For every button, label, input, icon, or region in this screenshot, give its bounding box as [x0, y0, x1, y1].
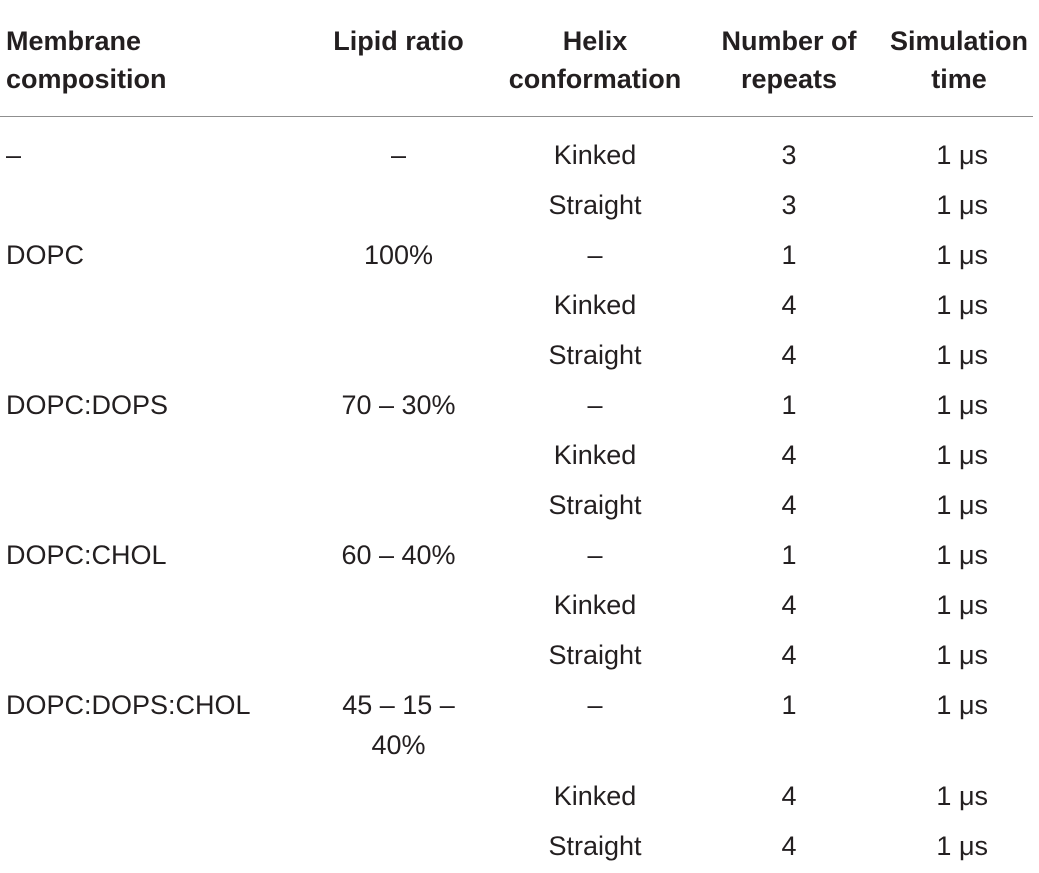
cell-helix-conformation: Straight [497, 823, 693, 873]
cell-simulation-time: 1 μs [885, 482, 1033, 532]
cell-membrane-composition [0, 182, 300, 232]
cell-membrane-composition [0, 332, 300, 382]
cell-simulation-time: 1 μs [885, 582, 1033, 632]
cell-number-of-repeats: 4 [693, 432, 885, 482]
table-row [0, 117, 1033, 183]
cell-simulation-time: 1 μs [885, 632, 1033, 682]
table-row [0, 823, 1033, 873]
table-row [0, 182, 1033, 232]
cell-membrane-composition: – [0, 117, 300, 183]
cell-membrane-composition [0, 432, 300, 482]
cell-number-of-repeats: 4 [693, 632, 885, 682]
cell-membrane-composition: DOPC:CHOL [0, 532, 300, 582]
cell-membrane-composition [0, 632, 300, 682]
cell-helix-conformation: Straight [497, 482, 693, 532]
cell-simulation-time: 1 μs [885, 823, 1033, 873]
cell-lipid-ratio: 60 – 40% [300, 532, 497, 582]
cell-simulation-time: 1 μs [885, 282, 1033, 332]
cell-helix-conformation: – [497, 382, 693, 432]
cell-helix-conformation: Kinked [497, 432, 693, 482]
cell-membrane-composition: DOPC:DOPS:CHOL [0, 682, 300, 773]
cell-simulation-time: 1 μs [885, 117, 1033, 183]
cell-helix-conformation: Straight [497, 332, 693, 382]
cell-lipid-ratio: – [300, 117, 497, 183]
cell-membrane-composition [0, 482, 300, 532]
cell-lipid-ratio [300, 632, 497, 682]
table-row [0, 332, 1033, 382]
cell-lipid-ratio [300, 432, 497, 482]
cell-helix-conformation: Kinked [497, 282, 693, 332]
cell-number-of-repeats: 4 [693, 282, 885, 332]
header-lipid-ratio: Lipid ratio [300, 0, 497, 117]
cell-lipid-ratio [300, 182, 497, 232]
cell-lipid-ratio [300, 332, 497, 382]
cell-number-of-repeats: 4 [693, 332, 885, 382]
table-row [0, 382, 1033, 432]
table-row [0, 773, 1033, 823]
header-number-of-repeats: Number of repeats [693, 0, 885, 117]
table-row [0, 482, 1033, 532]
cell-simulation-time: 1 μs [885, 232, 1033, 282]
cell-membrane-composition [0, 823, 300, 873]
cell-simulation-time: 1 μs [885, 532, 1033, 582]
cell-helix-conformation: – [497, 682, 693, 773]
cell-lipid-ratio [300, 482, 497, 532]
header-simulation-time: Simulation time [885, 0, 1033, 117]
cell-helix-conformation: Straight [497, 182, 693, 232]
table-row [0, 282, 1033, 332]
cell-simulation-time: 1 μs [885, 182, 1033, 232]
cell-number-of-repeats: 1 [693, 382, 885, 432]
cell-membrane-composition [0, 582, 300, 632]
cell-lipid-ratio [300, 823, 497, 873]
cell-number-of-repeats: 4 [693, 582, 885, 632]
cell-lipid-ratio: 100% [300, 232, 497, 282]
cell-number-of-repeats: 4 [693, 823, 885, 873]
header-membrane-composition: Membrane composition [0, 0, 300, 117]
cell-simulation-time: 1 μs [885, 682, 1033, 773]
cell-simulation-time: 1 μs [885, 773, 1033, 823]
cell-number-of-repeats: 3 [693, 182, 885, 232]
header-helix-conformation: Helix conformation [497, 0, 693, 117]
table-row [0, 232, 1033, 282]
table-row [0, 632, 1033, 682]
cell-helix-conformation: – [497, 232, 693, 282]
cell-simulation-time: 1 μs [885, 382, 1033, 432]
table-row [0, 432, 1033, 482]
cell-simulation-time: 1 μs [885, 432, 1033, 482]
cell-membrane-composition: DOPC [0, 232, 300, 282]
cell-lipid-ratio [300, 773, 497, 823]
cell-number-of-repeats: 3 [693, 117, 885, 183]
cell-number-of-repeats: 4 [693, 482, 885, 532]
table-row [0, 682, 1033, 773]
cell-number-of-repeats: 1 [693, 682, 885, 773]
cell-number-of-repeats: 1 [693, 532, 885, 582]
cell-membrane-composition [0, 282, 300, 332]
table-body [0, 117, 1033, 873]
cell-helix-conformation: Kinked [497, 117, 693, 183]
table-row [0, 582, 1033, 632]
cell-membrane-composition [0, 773, 300, 823]
cell-number-of-repeats: 4 [693, 773, 885, 823]
cell-lipid-ratio [300, 582, 497, 632]
cell-simulation-time: 1 μs [885, 332, 1033, 382]
cell-lipid-ratio: 45 – 15 – 40% [300, 682, 497, 773]
cell-lipid-ratio [300, 282, 497, 332]
cell-lipid-ratio: 70 – 30% [300, 382, 497, 432]
cell-helix-conformation: Kinked [497, 582, 693, 632]
table-row [0, 532, 1033, 582]
cell-number-of-repeats: 1 [693, 232, 885, 282]
cell-helix-conformation: – [497, 532, 693, 582]
cell-membrane-composition: DOPC:DOPS [0, 382, 300, 432]
cell-helix-conformation: Kinked [497, 773, 693, 823]
table-header [0, 0, 1033, 117]
cell-helix-conformation: Straight [497, 632, 693, 682]
